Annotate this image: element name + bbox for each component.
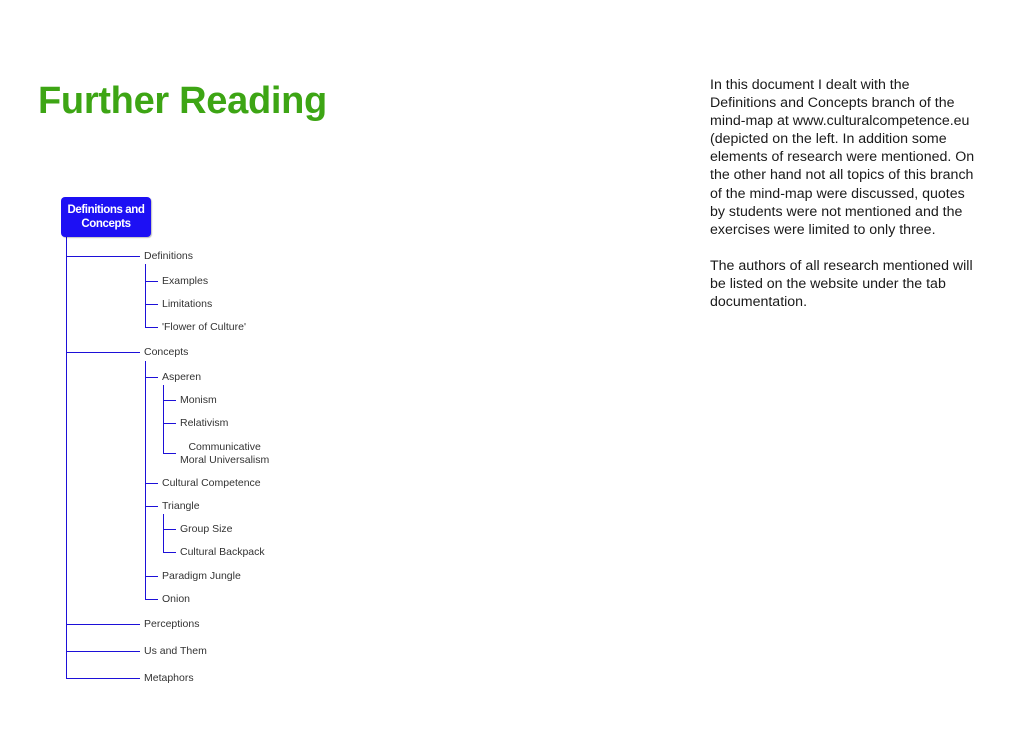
node-perceptions: Perceptions: [144, 618, 200, 630]
mindmap-root-node: Definitions and Concepts: [61, 197, 151, 237]
node-onion: Onion: [162, 593, 191, 605]
connector-limitations: [145, 304, 158, 305]
connector-perceptions: [66, 624, 140, 625]
node-asperen: Asperen: [162, 371, 202, 383]
connector-metaphors: [66, 678, 140, 679]
connector-moral-universalism: [163, 453, 176, 454]
node-triangle: Triangle: [162, 500, 200, 512]
connector-flower: [145, 327, 158, 328]
description-text: [710, 76, 978, 329]
node-monism: Monism: [180, 394, 217, 406]
connector-onion: [145, 599, 158, 600]
node-cultural-backpack: Cultural Backpack: [180, 546, 265, 558]
description-paragraph-2: The authors of all research mentioned will be listed on the website under the tab documentation.: [710, 257, 973, 311]
description-paragraph-1: In this document I dealt with the Definitions and Concepts branch of the mind-map at www.culturalcompetence.eu (depicted on the left. In addition some elements of research were mentioned. On the other hand not all topics of this branch of the mind-map were discussed, quotes by students were not mentioned and the exercises were limited to only three.: [710, 77, 975, 238]
connector-cultural-competence: [145, 483, 158, 484]
connector-asperen: [145, 377, 158, 378]
connector-concepts: [66, 352, 140, 353]
connector-asperen-vertical: [163, 385, 164, 454]
node-paradigm-jungle: Paradigm Jungle: [162, 570, 241, 582]
connector-relativism: [163, 423, 176, 424]
node-cultural-competence: Cultural Competence: [162, 477, 261, 489]
node-examples: Examples: [162, 275, 209, 287]
connector-definitions: [66, 256, 140, 257]
connector-cultural-backpack: [163, 552, 176, 553]
connector-main-vertical: [66, 237, 67, 679]
node-communicative-moral-universalism: [180, 441, 269, 467]
connector-us-and-them: [66, 651, 140, 652]
node-communicative-line: Communicative: [188, 441, 261, 453]
connector-concepts-vertical: [145, 361, 146, 599]
connector-definitions-vertical: [145, 264, 146, 327]
page-title: Further Reading: [38, 80, 327, 122]
connector-group-size: [163, 529, 176, 530]
connector-monism: [163, 400, 176, 401]
node-group-size: Group Size: [180, 523, 233, 535]
node-limitations: Limitations: [162, 298, 213, 310]
node-moral-universalism-line: Moral Universalism: [180, 454, 270, 466]
node-concepts: Concepts: [144, 346, 189, 358]
connector-paradigm-jungle: [145, 576, 158, 577]
mind-map: [0, 0, 400, 748]
node-definitions: Definitions: [144, 250, 194, 262]
connector-examples: [145, 281, 158, 282]
connector-triangle-vertical: [163, 514, 164, 552]
node-us-and-them: Us and Them: [144, 645, 207, 657]
node-relativism: Relativism: [180, 417, 229, 429]
connector-triangle: [145, 506, 158, 507]
node-metaphors: Metaphors: [144, 672, 194, 684]
node-flower-of-culture: 'Flower of Culture': [162, 321, 246, 333]
